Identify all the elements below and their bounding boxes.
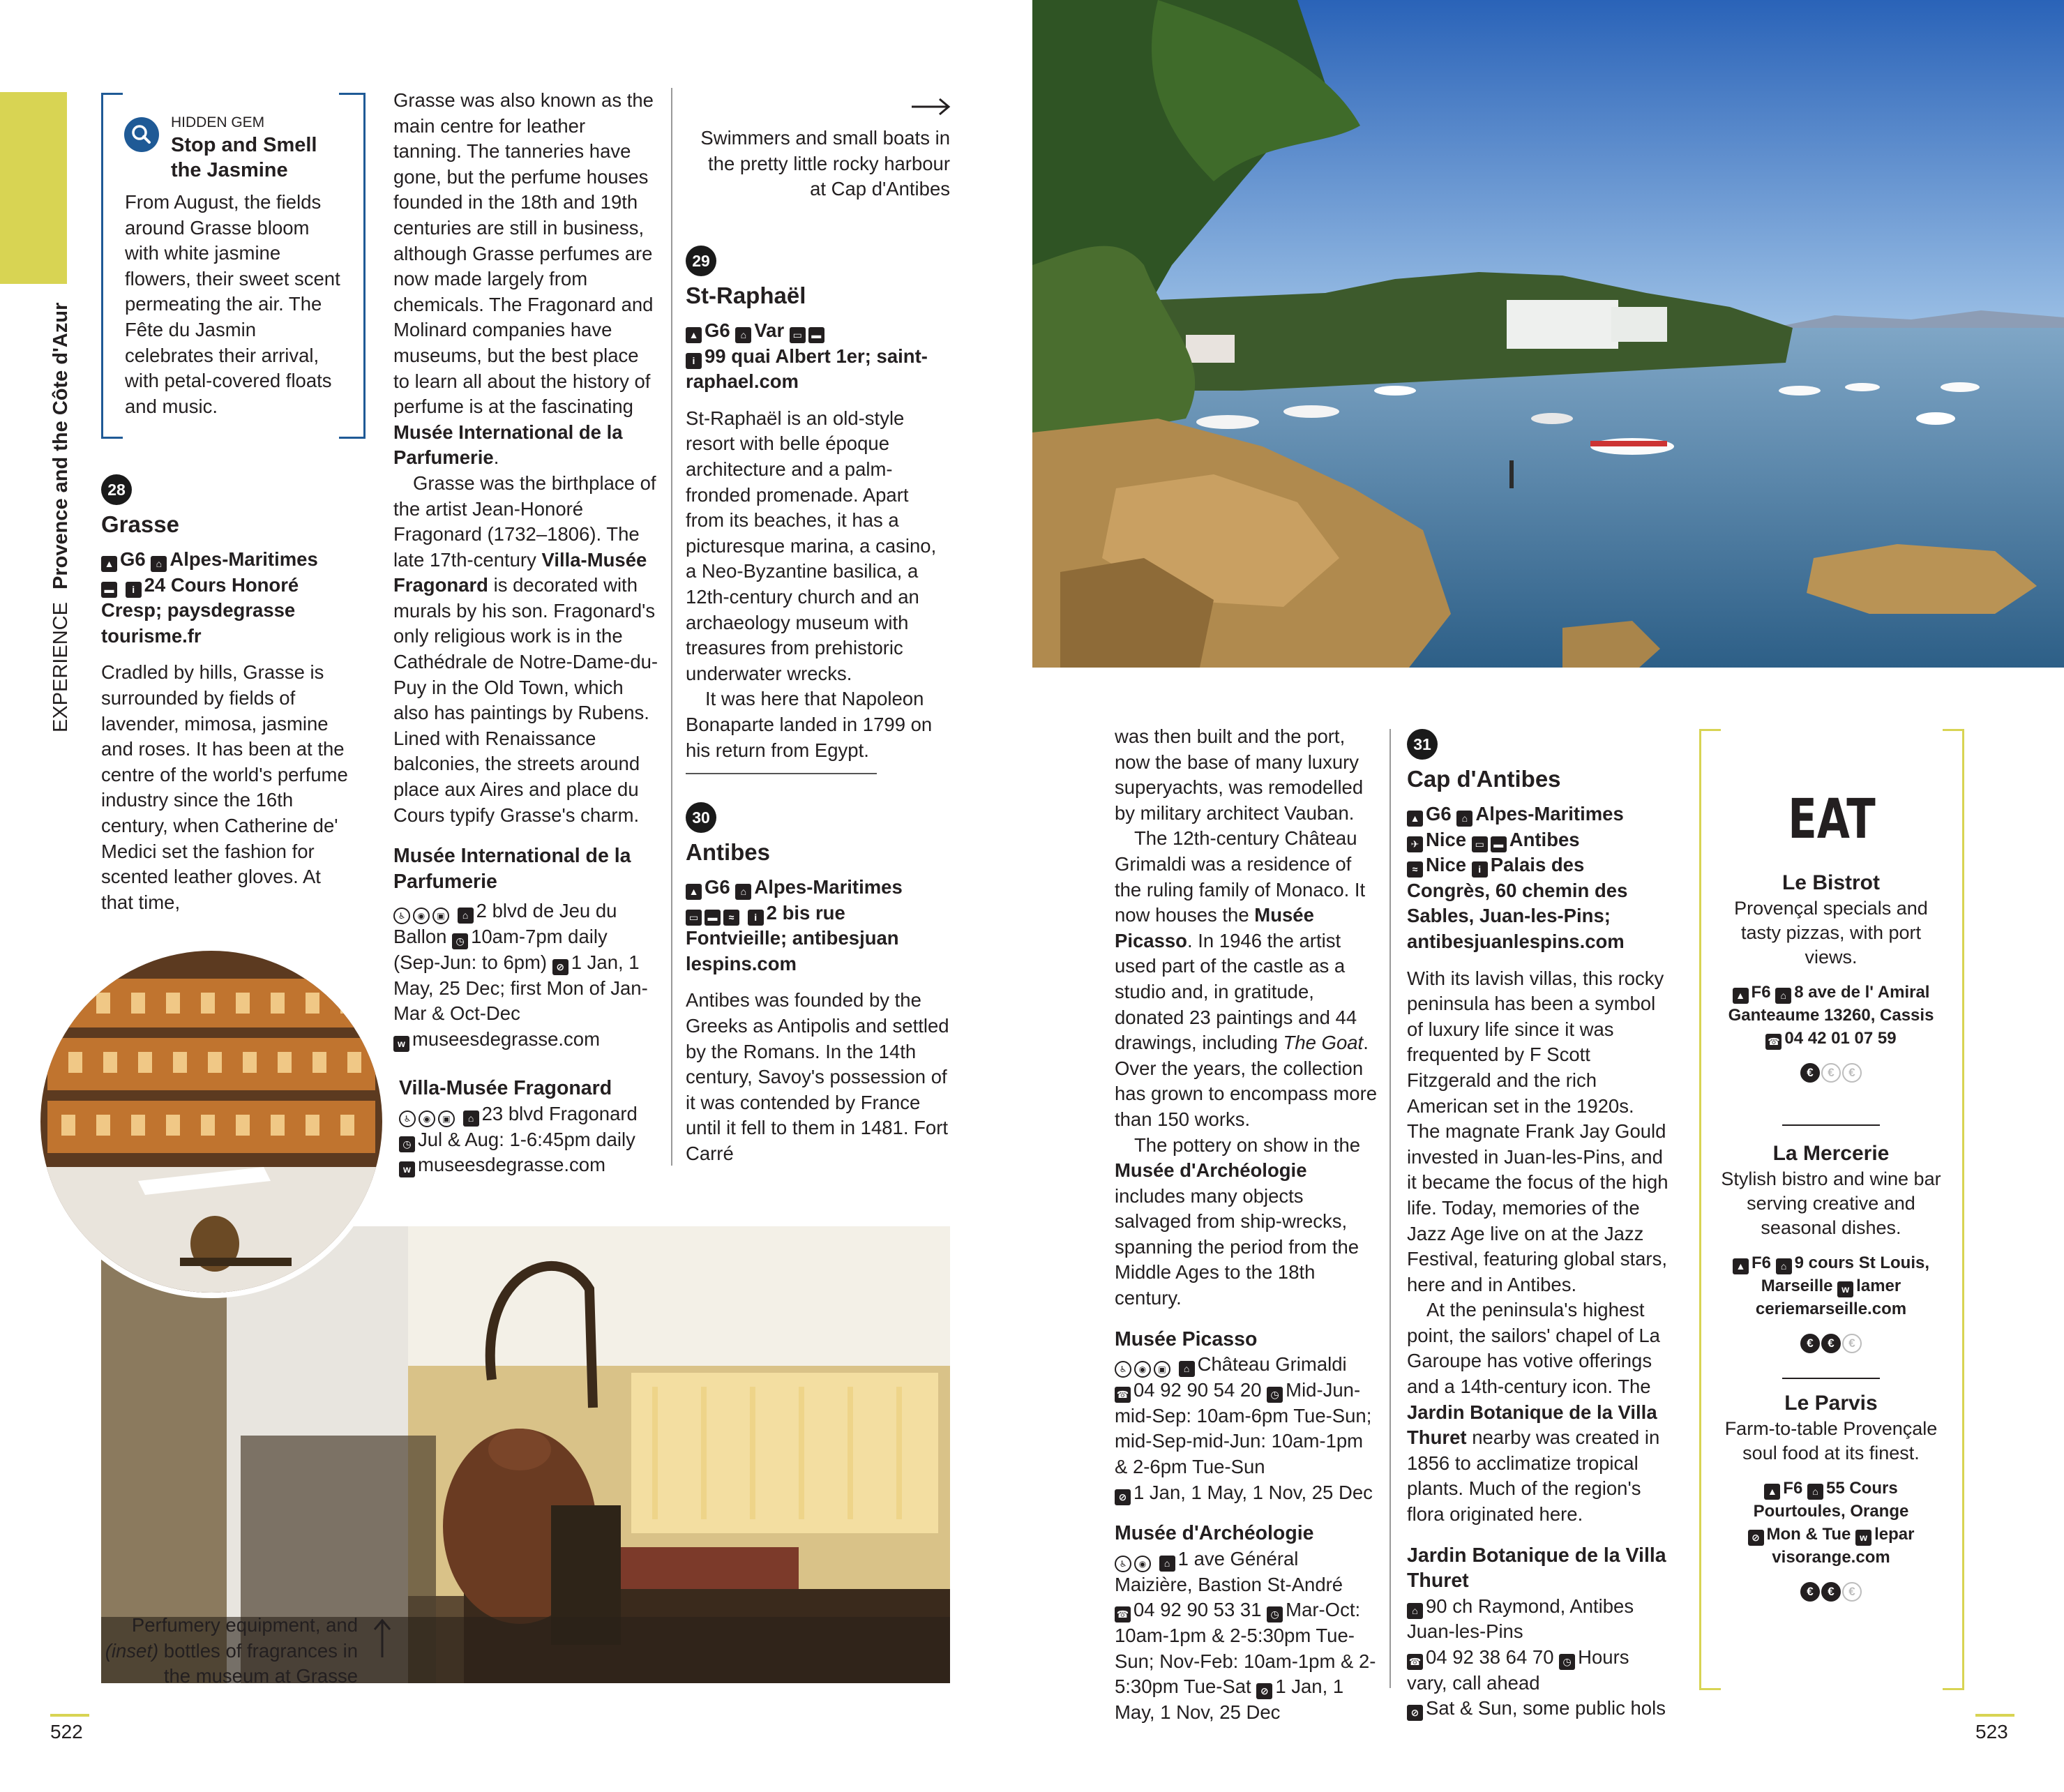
shop-icon: ▣ — [438, 1110, 455, 1127]
address-icon: ⌂ — [1776, 1258, 1792, 1274]
arrow-right-icon — [910, 96, 951, 121]
house-icon: ⌂ — [735, 884, 751, 900]
antibes-entry — [686, 802, 951, 1167]
closed-icon: ⊘ — [1256, 1683, 1272, 1699]
closed-icon: ⊘ — [1407, 1705, 1423, 1721]
wheelchair-icon: ♿ — [1115, 1556, 1131, 1572]
thuret-title: Jardin Botanique de la Villa Thuret — [1407, 1544, 1666, 1593]
straphael-title: St-Raphaël — [686, 283, 806, 308]
eat-item-name: Le Bistrot — [1781, 871, 1880, 894]
euro-icon: € — [1800, 1063, 1820, 1083]
eat-item-desc: Provençal specials and tasty pizzas, with port views. — [1734, 898, 1928, 967]
capantibes-airport: Nice — [1426, 828, 1467, 850]
grasse-body3b: is decorated with murals by his son. Fragonard's only religious work is in the Cathédrale de Notre-Dame-du-Puy in the Old Town, which also has paintings by Rubens. Lined with Renaissance balconies, the streets around place aux Aires and place du Cours typify Grasse's charm. — [393, 574, 658, 826]
eat-item-name: Le Parvis — [1784, 1392, 1878, 1415]
capantibes-number: 31 — [1407, 729, 1438, 760]
straphael-body1: St-Raphaël is an old-style resort with belle époque architecture and a palm-fronded promenade. Apart from its beaches, it has a picturesque marina, a casino, a Neo-Byzantine basilica, a 12th-century church and an archaeology museum with treasures from prehistoric underwater wrecks. — [686, 407, 937, 684]
antibes-col2 — [1115, 724, 1381, 1725]
antibes-body4a: The pottery on show in the — [1134, 1134, 1361, 1156]
picasso-hours: Mid-Jun-mid-Sep: 10am-6pm Tue-Sun; mid-Sep-mid-Jun: 10am-1pm & 2-6pm Tue-Sun — [1115, 1379, 1372, 1478]
straphael-grid: G6 — [705, 319, 730, 341]
price-rating — [1716, 1577, 1946, 1602]
closed-icon: ⊘ — [1748, 1530, 1764, 1546]
grasse-col2: Grasse was also known as the main centre for leather tanning. The tanneries have gone, but the perfume houses founded in the 18th and 19th centuries are still in business, although Grasse perfumes are now made largely from chemicals. The Fragonard and Molinard companies have museums, but the best place to learn all about the history of perfume is at the fascinating Musée International de la Parfumerie. Grasse was the birthplace of the artist Jean-Honoré Fragonard (1732–1806). The late 17th-century Villa-Musée Fragonard is decorated with murals by his son. Fragonard's only religious work is in the Cathédrale de Notre-Dame-du-Puy in the Old Town, which also has paintings by Rubens. Lined with Renaissance balconies, the streets around place aux Aires and place du Cours typify Grasse's charm. Musée International de la Parfumerie ♿ ◉ ▣ ⌂ 2 blvd de Jeu du Ballon ◷ 10am-7pm daily (Sep-Jun: to 6pm) ⊘ 1 Jan, 1 May, 25 Dec; first Mon of Jan-Mar & Oct-Dec w museesdegrasse.com — [393, 88, 658, 1052]
capantibes-body1: With its lavish villas, this rocky peninsula has been a symbol of luxury life since it was frequented by F Scott Fitzgerald and the rich American set in the 1920s. The magnate Frank Jay Gould invested in Juan-les-Pins, and it became the focus of the high life. Today, memories of the Jazz Age live on at the Jazz Festival, featuring global stars, here and in Antibes. — [1407, 967, 1668, 1295]
euro-icon: € — [1821, 1582, 1841, 1602]
caption-bottom-b: bottles of fragrances in the museum at Grasse — [163, 1639, 358, 1687]
camera-icon: ◉ — [419, 1110, 435, 1127]
straphael-info: 99 quai Albert 1er; saint-raphael.com — [686, 345, 928, 393]
camera-icon: ◉ — [1134, 1556, 1151, 1572]
closed-icon: ⊘ — [552, 959, 568, 975]
shop-icon: ▣ — [432, 908, 449, 924]
eat-item-address: 8 ave de l' Amiral Ganteaume 13260, Cassis — [1728, 983, 1934, 1025]
thuret-closed: Sat & Sun, some public hols — [1426, 1697, 1666, 1719]
hidden-gem-body: From August, the fields around Grasse bloom with white jasmine flowers, their sweet scent permeating the air. The Fête du Jasmin celebrates their arrival, with petal-covered floats and music. — [125, 191, 340, 417]
eat-item-closed: Mon & Tue — [1766, 1525, 1851, 1544]
address-icon: ⌂ — [458, 908, 474, 924]
side-label — [49, 303, 73, 732]
house-icon: ⌂ — [151, 556, 167, 572]
antibes-body3-bold: Musée Picasso — [1115, 904, 1314, 951]
straphael-number: 29 — [686, 246, 716, 276]
antibes-info: 2 bis rue Fontvieille; antibesjuan lespins.com — [686, 901, 899, 974]
grasse-entry — [101, 474, 352, 915]
clock-icon: ◷ — [399, 1136, 415, 1152]
price-rating — [1716, 1329, 1946, 1353]
capantibes-grid: G6 — [1426, 803, 1452, 825]
picasso-title: Musée Picasso — [1115, 1327, 1258, 1350]
eat-item — [1716, 1390, 1946, 1602]
wheelchair-icon: ♿ — [399, 1110, 416, 1127]
train-icon: ▭ — [1472, 836, 1488, 852]
grasse-body3-bold: Villa-Musée Fragonard — [393, 548, 647, 596]
straphael-dept: Var — [754, 319, 785, 341]
column-divider — [671, 88, 672, 1166]
side-section: EXPERIENCE — [50, 602, 72, 732]
address-icon: ⌂ — [1775, 988, 1791, 1004]
vmf-address: 23 blvd Fragonard — [481, 1102, 638, 1124]
antibes-number: 30 — [686, 802, 716, 833]
camera-icon: ◉ — [1134, 1361, 1151, 1378]
grasse-body3a: Grasse was the birthplace of the artist Jean-Honoré Fragonard (1732–1806). The late 17th-century — [393, 472, 656, 571]
capantibes-body2a: At the peninsula's highest point, the sailors' chapel of La Garoupe has votive offerings and a 14th-century icon. The — [1407, 1299, 1660, 1398]
page-number-right: 523 — [1975, 1721, 2008, 1742]
euro-icon: € — [1842, 1334, 1862, 1353]
hidden-gem-title: Stop and Smell the Jasmine — [171, 134, 317, 181]
section-divider — [686, 773, 877, 774]
eat-item-web: lepar visorange.com — [1772, 1525, 1915, 1567]
address-icon: ⌂ — [1179, 1361, 1195, 1377]
info-icon: i — [686, 353, 702, 369]
euro-icon: € — [1800, 1582, 1820, 1602]
eat-divider — [1782, 1124, 1880, 1126]
capantibes-title: Cap d'Antibes — [1407, 766, 1561, 792]
arrow-up-icon — [372, 1618, 393, 1662]
bus-icon: ▬ — [101, 582, 117, 598]
bus-icon: ▬ — [808, 327, 824, 343]
capantibes-dept: Alpes-Maritimes — [1475, 803, 1624, 825]
clock-icon: ◷ — [452, 933, 468, 949]
ferry-icon: ≈ — [1407, 861, 1423, 878]
mip-title: Musée International de la Parfumerie — [393, 845, 631, 893]
eat-item-grid: F6 — [1751, 983, 1771, 1002]
capantibes-entry — [1407, 729, 1672, 1722]
map-grid-icon: ▲ — [686, 884, 702, 900]
eat-item-web: lamer ceriemarseille.com — [1755, 1277, 1907, 1318]
vmf-title: Villa-Musée Fragonard — [399, 1077, 612, 1099]
info-icon: i — [1472, 861, 1488, 878]
house-icon: ⌂ — [1456, 811, 1472, 827]
eat-divider — [1782, 1378, 1880, 1379]
eat-item — [1716, 870, 1946, 1083]
bus-icon: ▬ — [1491, 836, 1507, 852]
search-icon — [124, 117, 159, 152]
antibes-body3c: . Over the years, the collection has grown to encompass more than 150 works. — [1115, 1032, 1378, 1130]
eat-heading: EAT — [1788, 788, 1876, 851]
train-icon: ▭ — [686, 910, 702, 926]
grasse-body2-bold: Musée International de la Parfumerie — [393, 421, 623, 469]
map-grid-icon: ▲ — [686, 327, 702, 343]
page-number-right-mark — [1975, 1714, 2014, 1717]
shop-icon: ▣ — [1154, 1361, 1170, 1378]
vmf-hours: Jul & Aug: 1-6:45pm daily — [418, 1128, 635, 1150]
ferry-icon: ≈ — [723, 910, 739, 926]
wheelchair-icon: ♿ — [1115, 1361, 1131, 1378]
map-grid-icon: ▲ — [1764, 1484, 1780, 1500]
caption-bottom-a: Perfumery equipment, and — [131, 1614, 358, 1636]
capantibes-info: Palais des Congrès, 60 chemin des Sables, Juan-les-Pins; antibesjuanlespins.com — [1407, 854, 1628, 952]
euro-icon: € — [1800, 1334, 1820, 1353]
clock-icon: ◷ — [1267, 1606, 1283, 1622]
mip-address: 2 blvd de Jeu du Ballon — [393, 900, 617, 948]
house-icon: ⌂ — [735, 327, 751, 343]
antibes-body2: was then built and the port, now the base of many luxury superyachts, was remodelled by military architect Vauban. — [1115, 725, 1364, 824]
eat-item-desc: Farm-to-table Provençale soul food at its finest. — [1724, 1418, 1938, 1463]
price-rating — [1716, 1058, 1946, 1083]
grasse-title: Grasse — [101, 511, 179, 537]
grasse-body2: Grasse was also known as the main centre for leather tanning. The tanneries have gone, but the perfume houses founded in the 18th and 19th centuries are still in business, although Grasse perfumes are now made largely from chemicals. The Fragonard and Molinard companies have museums, but the best place to learn all about the history of perfume is at the fascinating — [393, 89, 654, 418]
phone-icon: ☎ — [1765, 1034, 1781, 1050]
harbour-photo — [1032, 0, 2064, 668]
address-icon: ⌂ — [1807, 1484, 1823, 1500]
eat-item-grid: F6 — [1783, 1479, 1803, 1498]
address-icon: ⌂ — [463, 1110, 479, 1127]
caption-top: Swimmers and small boats in the pretty little rocky harbour at Cap d'Antibes — [700, 127, 950, 200]
eat-item-desc: Stylish bistro and wine bar serving creative and seasonal dishes. — [1721, 1168, 1941, 1238]
thuret-phone: 04 92 38 64 70 — [1426, 1646, 1554, 1668]
vmf-web: museesdegrasse.com — [418, 1154, 606, 1176]
euro-icon: € — [1821, 1063, 1841, 1083]
closed-icon: ⊘ — [1115, 1489, 1131, 1505]
web-icon: w — [393, 1036, 409, 1052]
caption-bottom-italic: (inset) — [105, 1639, 159, 1662]
picasso-closed: 1 Jan, 1 May, 1 Nov, 25 Dec — [1133, 1481, 1373, 1503]
capantibes-body2-bold: Jardin Botanique de la Villa Thuret — [1407, 1401, 1657, 1449]
address-icon: ⌂ — [1159, 1556, 1175, 1572]
antibes-grid: G6 — [705, 876, 730, 898]
eat-item-grid: F6 — [1751, 1253, 1771, 1272]
eat-item-address: 9 cours St Louis, Marseille — [1761, 1253, 1930, 1295]
picasso-address: Château Grimaldi — [1197, 1353, 1347, 1376]
mip-hours: 10am-7pm daily (Sep-Jun: to 6pm) — [393, 926, 608, 973]
page-number-left-mark — [50, 1714, 89, 1717]
grasse-body1: Cradled by hills, Grasse is surrounded by fields of lavender, mimosa, jasmine and roses. It has been at the centre of the world's perfume industry since the 16th century, when Catherine de' Medici set the fashion for scented leather gloves. At that time, — [101, 661, 348, 913]
phone-icon: ☎ — [1115, 1606, 1131, 1622]
web-icon: w — [399, 1161, 415, 1177]
clock-icon: ◷ — [1559, 1654, 1575, 1670]
clock-icon: ◷ — [1267, 1387, 1283, 1403]
accent-bar — [0, 92, 67, 284]
eat-item-phone: 04 42 01 07 59 — [1784, 1029, 1897, 1048]
euro-icon: € — [1842, 1063, 1862, 1083]
euro-icon: € — [1821, 1334, 1841, 1353]
eat-item-name: La Mercerie — [1772, 1142, 1890, 1165]
straphael-body2: It was here that Napoleon Bonaparte landed in 1799 on his return from Egypt. — [686, 688, 933, 761]
address-icon: ⌂ — [1407, 1603, 1423, 1619]
grasse-dept: Alpes-Maritimes — [170, 548, 318, 570]
map-grid-icon: ▲ — [1407, 811, 1423, 827]
euro-icon: € — [1842, 1582, 1862, 1602]
archeo-title: Musée d'Archéologie — [1115, 1522, 1314, 1545]
capantibes-body2b: nearby was created in 1856 to acclimatize tropical plants. Much of the region's flora originated here. — [1407, 1426, 1660, 1526]
antibes-body1: Antibes was founded by the Greeks as Antipolis and settled by the Romans. In the 14th century, Savoy's possession of it was contended by France until it fell to them in 1481. Fort Carré — [686, 989, 949, 1164]
map-grid-icon: ▲ — [1733, 1258, 1749, 1274]
archeo-hours: Mar-Oct: 10am-1pm & 2-5:30pm Tue-Sun; Nov-Feb: 10am-1pm & 2-5:30pm Tue-Sat — [1115, 1599, 1376, 1698]
phone-icon: ☎ — [1407, 1654, 1423, 1670]
mip-web: museesdegrasse.com — [412, 1027, 601, 1050]
eat-item-address: 55 Cours Pourtoules, Orange — [1753, 1479, 1909, 1521]
phone-icon: ☎ — [1115, 1387, 1131, 1403]
column-divider — [1389, 729, 1391, 1688]
capantibes-port: Nice — [1426, 854, 1467, 876]
caption-bottom — [101, 1613, 358, 1689]
side-region: Provence and the Côte d'Azur — [50, 302, 72, 589]
info-icon: i — [748, 910, 764, 926]
bus-icon: ▬ — [705, 910, 721, 926]
plane-icon: ✈ — [1407, 836, 1423, 852]
antibes-body4-bold: Musée d'Archéologie — [1115, 1159, 1307, 1182]
train-icon: ▭ — [790, 327, 806, 343]
archeo-phone: 04 92 90 53 31 — [1133, 1599, 1262, 1621]
page-number-left: 522 — [50, 1721, 83, 1742]
thuret-address: 90 ch Raymond, Antibes Juan-les-Pins — [1407, 1595, 1634, 1643]
straphael-entry — [686, 246, 951, 763]
thuret-hours: Hours vary, call ahead — [1407, 1646, 1629, 1694]
archeo-closed: 1 Jan, 1 May, 1 Nov, 25 Dec — [1115, 1676, 1344, 1723]
picasso-phone: 04 92 90 54 20 — [1133, 1379, 1262, 1401]
antibes-dept: Alpes-Maritimes — [754, 876, 903, 898]
hidden-gem-label: HIDDEN GEM — [171, 114, 265, 130]
perfume-bottles-inset — [35, 945, 388, 1298]
wheelchair-icon: ♿ — [393, 908, 410, 924]
antibes-body4b: includes many objects salvaged from ship-wrecks, spanning the period from the Middle Ages to the 18th century. — [1115, 1184, 1359, 1309]
info-icon: i — [126, 582, 142, 598]
capantibes-station: Antibes — [1509, 828, 1580, 850]
map-grid-icon: ▲ — [101, 556, 117, 572]
antibes-body3a: The 12th-century Château Grimaldi was a residence of the ruling family of Monaco. It now houses the — [1115, 827, 1366, 926]
map-grid-icon: ▲ — [1733, 988, 1749, 1004]
grasse-info: 24 Cours Honoré Cresp; paysdegrasse tourisme.fr — [101, 573, 299, 647]
grasse-grid: G6 — [120, 548, 146, 570]
mip-closed: 1 Jan, 1 May, 25 Dec; first Mon of Jan-Mar & Oct-Dec — [393, 951, 648, 1025]
web-icon: w — [1837, 1281, 1853, 1297]
antibes-title: Antibes — [686, 839, 771, 865]
antibes-body3b: . In 1946 the artist used part of the castle as a studio and, in gratitude, donated 23 paintings and 44 drawings, including — [1115, 929, 1357, 1054]
camera-icon: ◉ — [413, 908, 430, 924]
grasse-number: 28 — [101, 474, 132, 505]
eat-item — [1716, 1140, 1946, 1353]
antibes-body3-italic: The Goat — [1283, 1032, 1364, 1054]
archeo-address: 1 ave Général Maizière, Bastion St-André — [1115, 1547, 1343, 1595]
web-icon: w — [1855, 1530, 1871, 1546]
vmf-entry — [399, 1076, 664, 1178]
